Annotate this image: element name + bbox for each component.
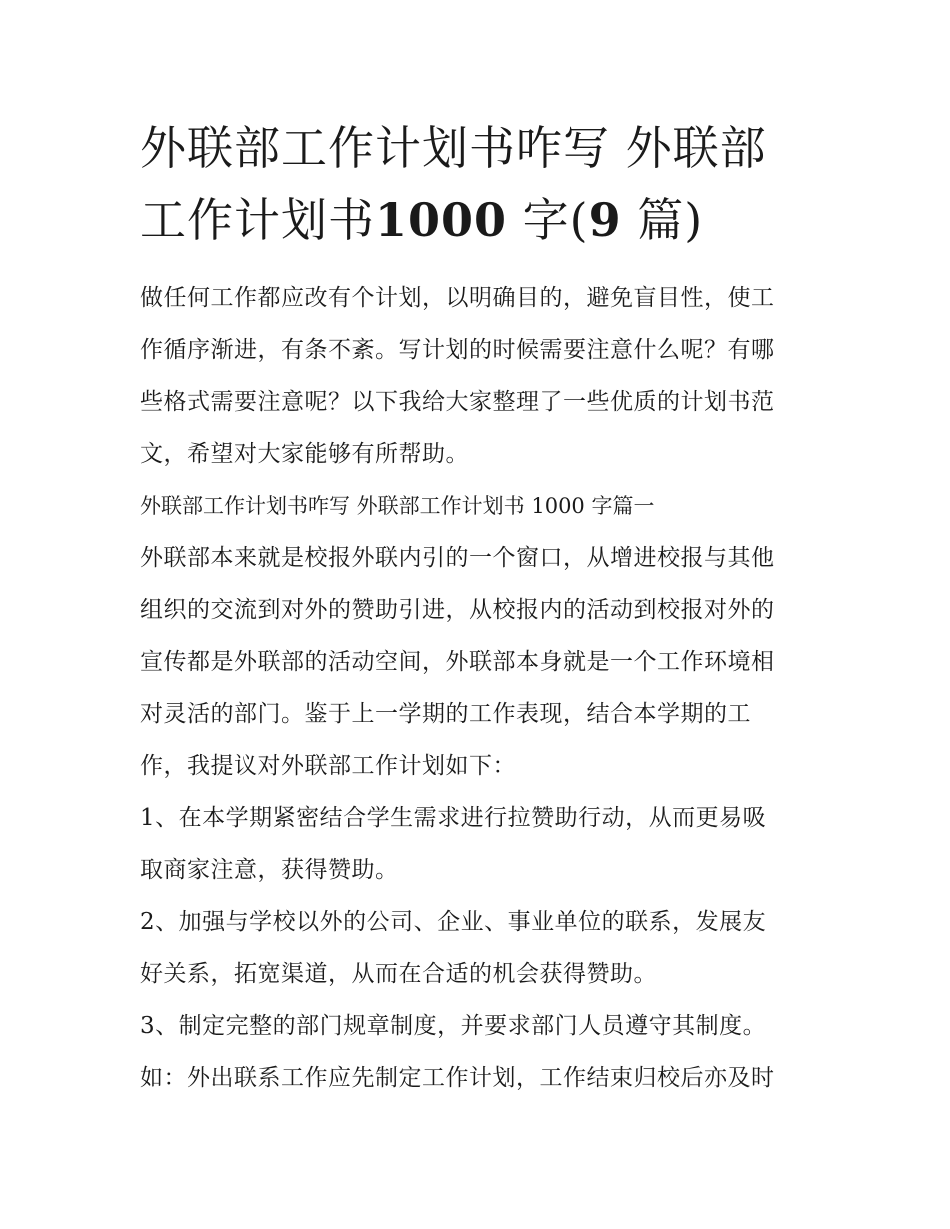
document-title	[140, 112, 820, 256]
list-item-3	[140, 1000, 820, 1104]
title-line-1: 外联部工作计划书咋写 外联部	[140, 121, 767, 175]
section-heading: 外联部工作计划书咋写 外联部工作计划书 1000 字篇一	[140, 494, 655, 518]
body-line: 对灵活的部门。鉴于上一学期的工作表现，结合本学期的工	[140, 701, 751, 727]
list-item-1	[140, 792, 820, 896]
title-line-2-mid: 字(	[507, 193, 589, 247]
intro-line: 些格式需要注意呢？以下我给大家整理了一些优质的计划书范	[140, 389, 775, 415]
document-page	[140, 112, 820, 1104]
list-item-line: 如：外出联系工作应先制定工作计划，工作结束归校后亦及时	[140, 1065, 775, 1091]
list-item-line: 3、制定完整的部门规章制度，并要求部门人员遵守其制度。	[140, 1013, 767, 1039]
list-item-line: 2、加强与学校以外的公司、企业、事业单位的联系，发展友	[140, 909, 767, 935]
list-item-line: 取商家注意，获得赞助。	[140, 857, 399, 883]
body-line: 宣传都是外联部的活动空间，外联部本身就是一个工作环境相	[140, 649, 775, 675]
list-item-2	[140, 896, 820, 1000]
title-line-2-suffix: 篇)	[621, 193, 704, 247]
body-line: 作，我提议对外联部工作计划如下：	[140, 753, 516, 779]
body-line: 外联部本来就是校报外联内引的一个窗口，从增进校报与其他	[140, 545, 775, 571]
body-paragraph	[140, 532, 820, 792]
title-line-2-number: 1000	[375, 193, 508, 247]
intro-line: 做任何工作都应改有个计划，以明确目的，避免盲目性，使工	[140, 285, 775, 311]
intro-line: 文，希望对大家能够有所帮助。	[140, 441, 469, 467]
list-item-line: 好关系，拓宽渠道，从而在合适的机会获得赞助。	[140, 961, 657, 987]
title-line-2-prefix: 工作计划书	[140, 193, 375, 247]
list-item-line: 1、在本学期紧密结合学生需求进行拉赞助行动，从而更易吸	[140, 805, 767, 831]
title-line-2-count: 9	[588, 193, 622, 247]
intro-line: 作循序渐进，有条不紊。写计划的时候需要注意什么呢？有哪	[140, 337, 775, 363]
intro-paragraph	[140, 272, 820, 480]
body-line: 组织的交流到对外的赞助引进，从校报内的活动到校报对外的	[140, 597, 775, 623]
